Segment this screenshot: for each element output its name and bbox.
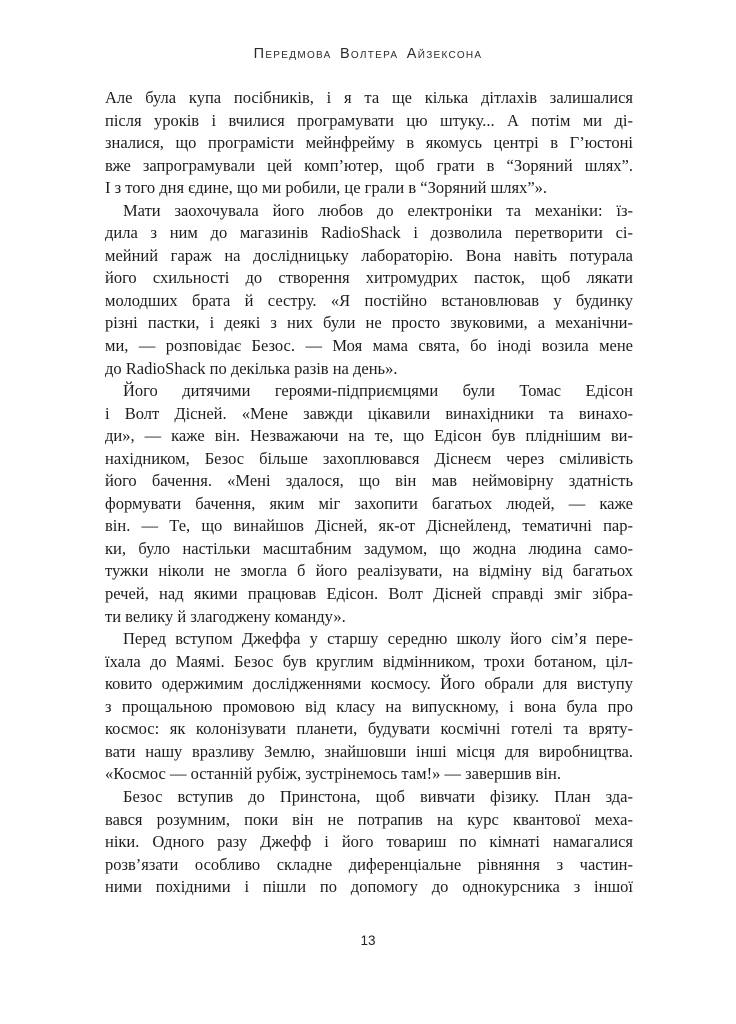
paragraph [105,786,633,899]
text-line: вався розумним, поки він не потрапив на курс квантової меха- [105,809,633,829]
paragraph [105,380,633,628]
text-line: мейний гараж на дослідницьку лабораторію. Вона навіть потурала [105,245,633,265]
text-line: його бачення. «Мені здалося, що він мав неймовірну здатність [105,471,633,491]
text-line: після уроків і вчилися програмувати цю штуку... А потім ми ді- [105,110,633,130]
text-line: Перед вступом Джеффа у старшу середню школу його сім’я пере- [123,629,633,649]
text-block [105,87,633,899]
text-line: Але була купа посібників, і я та ще кілька дітлахів залишалися [105,88,633,107]
text-line: ми, — розповідає Безос. — Моя мама свята, бо іноді возила мене [105,336,633,356]
text-line: його схильності до створення хитромудрих пасток, щоб лякати [105,268,633,288]
text-line: він. — Те, що винайшов Дісней, як-от Діснейленд, тематичні пар- [105,516,633,536]
text-line: дила з ним до магазинів RadioShack і дозволила перетворити сі- [105,223,633,243]
paragraph [105,200,633,380]
page-number: 13 [360,933,376,948]
text-line: молодших брата й сестру. «Я постійно встановлював у будинку [105,290,633,310]
text-line: їхала до Маямі. Безос був круглим відмінником, трохи ботаном, ціл- [105,651,633,671]
text-line: формувати бачення, яким міг захопити багатьох людей, — каже [105,493,633,513]
running-head: Передмова Волтера Айзексона [253,46,483,62]
text-line: зналися, що програмісти мейнфрейму в якомусь центрі в Г’юстоні [105,133,633,153]
text-line: І з того дня єдине, що ми робили, це грали в “Зоряний шлях”». [105,178,548,198]
paragraph [105,87,633,200]
text-line: ки, було настільки масштабним задумом, що жодна людина само- [105,538,633,558]
text-line: ковито одержимим дослідженнями космосу. Його обрали для виступу [105,674,633,694]
text-line: і Волт Дісней. «Мене завжди цікавили винахідники та винахо- [105,403,633,423]
text-line: ними похідними і пішли по допомогу до однокурсника з іншої [105,877,633,897]
text-line: Мати заохочувала його любов до електроніки та механіки: їз- [123,200,633,220]
text-line: космос: як колонізувати планети, будувати космічні готелі та вряту- [105,719,633,739]
text-line: ди», — каже він. Незважаючи на те, що Едісон був пліднішим ви- [105,426,633,446]
text-line: Його дитячими героями-підприємцями були Томас Едісон [123,381,633,401]
text-line: розв’язати особливо складне диференціальне рівняння з частин- [105,854,633,874]
text-line: Безос вступив до Принстона, щоб вивчати фізику. План зда- [123,786,633,806]
text-line: різні пастки, і деякі з них були не просто звуковими, а механічни- [105,313,633,333]
text-line: вже запрограмували цей комп’ютер, щоб грати в “Зоряний шлях”. [105,155,633,175]
text-line: «Космос — останній рубіж, зустрінемось там!» — завершив він. [105,764,561,784]
text-line: з прощальною промовою від класу на випускному, і вона була про [105,696,633,716]
text-line: нахідником, Безос більше захоплювався Діснеєм через сміливість [105,448,633,468]
paragraph [105,628,633,786]
text-line: вати нашу вразливу Землю, знайшовши інші місця для виробництва. [105,741,633,761]
text-line: ти велику й злагоджену команду». [105,606,346,626]
text-line: ніки. Одного разу Джефф і його товариш по кімнаті намагалися [105,832,633,852]
text-line: речей, над якими працював Едісон. Волт Дісней справді зміг зібра- [105,584,633,604]
text-line: до RadioShack по декілька разів на день». [105,358,398,378]
text-line: тужки ніколи не змогла б його реалізувати, на відміну від багатьох [105,561,633,581]
